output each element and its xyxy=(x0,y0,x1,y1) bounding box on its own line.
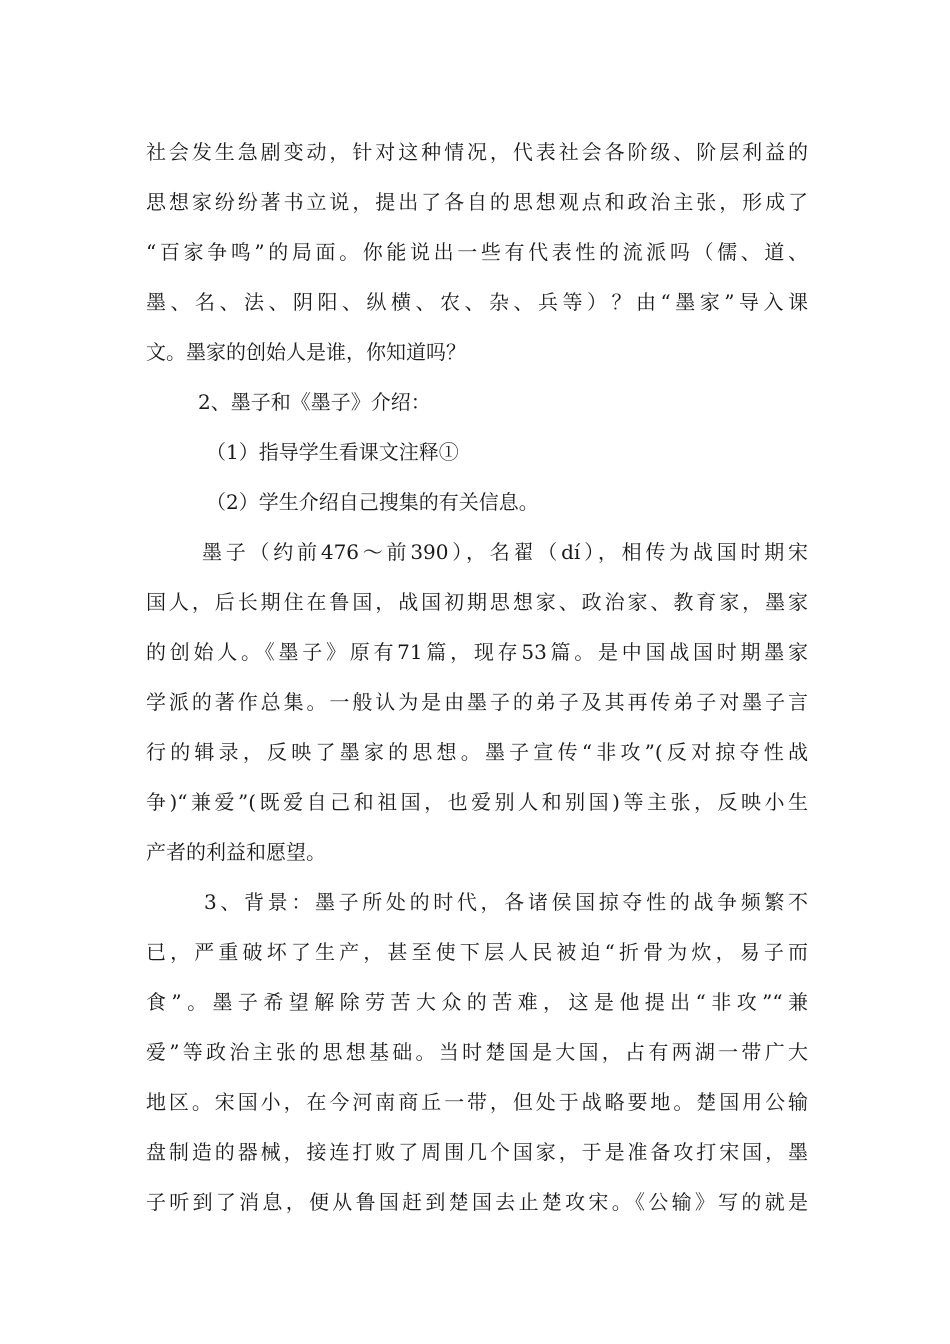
list-item-1: （1）指导学生看课文注释① xyxy=(206,440,459,464)
text-line-1: 社会发生急剧变动，针对这种情况，代表社会各阶级、阶层利益的 xyxy=(146,140,808,164)
text-line-19: 爱”等政治主张的思想基础。当时楚国是大国，占有两湖一带广大 xyxy=(146,1040,808,1064)
text-line-5: 文。墨家的创始人是谁，你知道吗？ xyxy=(146,340,466,364)
section-heading-2: 2、墨子和《墨子》介绍： xyxy=(198,390,431,414)
text-line-12: 学派的著作总集。一般认为是由墨子的弟子及其再传弟子对墨子言 xyxy=(146,690,808,714)
text-line-20: 地区。宋国小，在今河南商丘一带，但处于战略要地。楚国用公输 xyxy=(146,1090,808,1114)
text-line-22: 子听到了消息，便从鲁国赶到楚国去止楚攻宋。《公输》写的就是 xyxy=(146,1190,808,1214)
text-line-9: 墨子（约前476～前390），名翟（dí），相传为战国时期宋 xyxy=(202,540,808,564)
list-item-2: （2）学生介绍自己搜集的有关信息。 xyxy=(206,490,539,514)
text-line-14: 争)“兼爱”(既爱自己和祖国，也爱别人和别国)等主张，反映小生 xyxy=(146,790,808,814)
text-line-17: 已，严重破坏了生产，甚至使下层人民被迫“折骨为炊，易子而 xyxy=(146,940,808,964)
text-line-18: 食”。墨子希望解除劳苦大众的苦难，这是他提出“非攻”“兼 xyxy=(146,990,808,1014)
section-heading-3: 3、背景：墨子所处的时代，各诸侯国掠夺性的战争频繁不 xyxy=(204,890,808,914)
text-line-11: 的创始人。《墨子》原有71篇，现存53篇。是中国战国时期墨家 xyxy=(146,640,808,664)
text-line-3: “百家争鸣”的局面。你能说出一些有代表性的流派吗（儒、道、 xyxy=(146,240,808,264)
text-line-10: 国人，后长期住在鲁国，战国初期思想家、政治家、教育家，墨家 xyxy=(146,590,808,614)
text-line-21: 盘制造的器械，接连打败了周围几个国家，于是准备攻打宋国，墨 xyxy=(146,1140,808,1164)
text-line-15: 产者的利益和愿望。 xyxy=(146,840,326,864)
text-line-13: 行的辑录，反映了墨家的思想。墨子宣传“非攻”(反对掠夺性战 xyxy=(146,740,808,764)
text-line-4: 墨、名、法、阴阳、纵横、农、杂、兵等）？由“墨家”导入课 xyxy=(146,290,808,314)
text-line-2: 思想家纷纷著书立说，提出了各自的思想观点和政治主张，形成了 xyxy=(146,190,808,214)
